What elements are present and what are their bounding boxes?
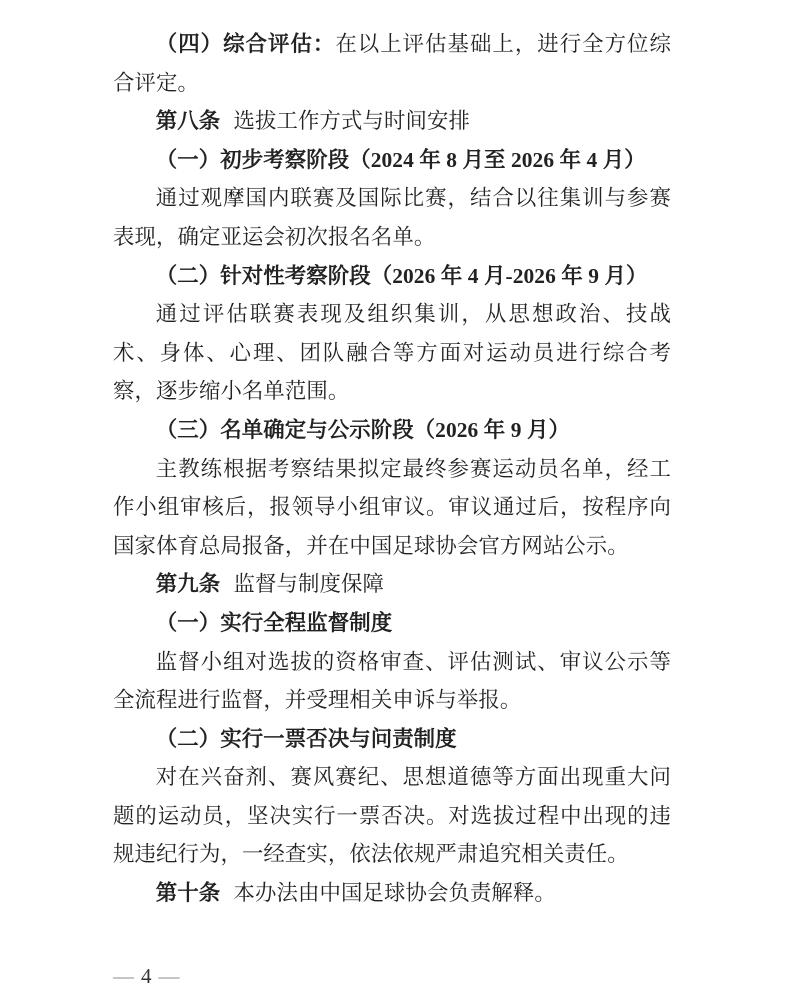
stage-3-subheading: （三）名单确定与公示阶段（2026 年 9 月） [155, 417, 570, 442]
document-body [113, 25, 671, 913]
article-10-heading [113, 874, 671, 913]
article-9-number: 第九条 [155, 572, 221, 597]
article-8-number: 第八条 [155, 109, 221, 134]
article-9-heading [113, 565, 671, 604]
stage-2-body-paragraph: 通过评估联赛表现及组织集训，从思想政治、技战术、身体、心理、团队融合等方面对运动员进行综合考察，逐步缩小名单范围。 [113, 302, 671, 404]
supervision-2-body-paragraph: 对在兴奋剂、赛风赛纪、思想道德等方面出现重大问题的运动员，坚决实行一票否决。对选拔过程中出现的违规违纪行为，一经查实，依法依规严肃追究相关责任。 [113, 765, 671, 867]
page-number: 4 [141, 964, 152, 988]
article-8-title: 选拔工作方式与时间安排 [233, 109, 470, 134]
supervision-1-body-paragraph: 监督小组对选拔的资格审查、评估测试、审议公示等全流程进行监督，并受理相关申诉与举报。 [113, 649, 671, 713]
page-number-footer [113, 957, 180, 995]
clause-4-lead: （四）综合评估： [155, 32, 336, 56]
page-number-dash-right: — [158, 964, 180, 988]
stage-2-subheading: （二）针对性考察阶段（2026 年 4 月-2026 年 9 月） [155, 263, 648, 288]
article-10-title: 本办法由中国足球协会负责解释。 [233, 881, 556, 906]
article-9-title: 监督与制度保障 [233, 572, 384, 597]
stage-3-body-paragraph: 主教练根据考察结果拟定最终参赛运动员名单，经工作小组审核后，报领导小组审议。审议通过后，按程序向国家体育总局报备，并在中国足球协会官方网站公示。 [113, 456, 671, 558]
stage-1-subheading: （一）初步考察阶段（2024 年 8 月至 2026 年 4 月） [155, 147, 646, 172]
clause-4-text: 在以上评估基础上，进行全方位综合评定。 [113, 32, 671, 95]
supervision-2-subheading: （二）实行一票否决与问责制度 [155, 726, 457, 751]
stage-1-body-paragraph: 通过观摩国内联赛及国际比赛，结合以往集训与参赛表现，确定亚运会初次报名名单。 [113, 186, 671, 249]
article-10-number: 第十条 [155, 881, 221, 906]
paragraph-overall-evaluation [113, 25, 671, 102]
supervision-1-subheading: （一）实行全程监督制度 [155, 610, 393, 635]
article-8-heading [113, 102, 671, 141]
page-number-dash-left: — [113, 964, 134, 988]
